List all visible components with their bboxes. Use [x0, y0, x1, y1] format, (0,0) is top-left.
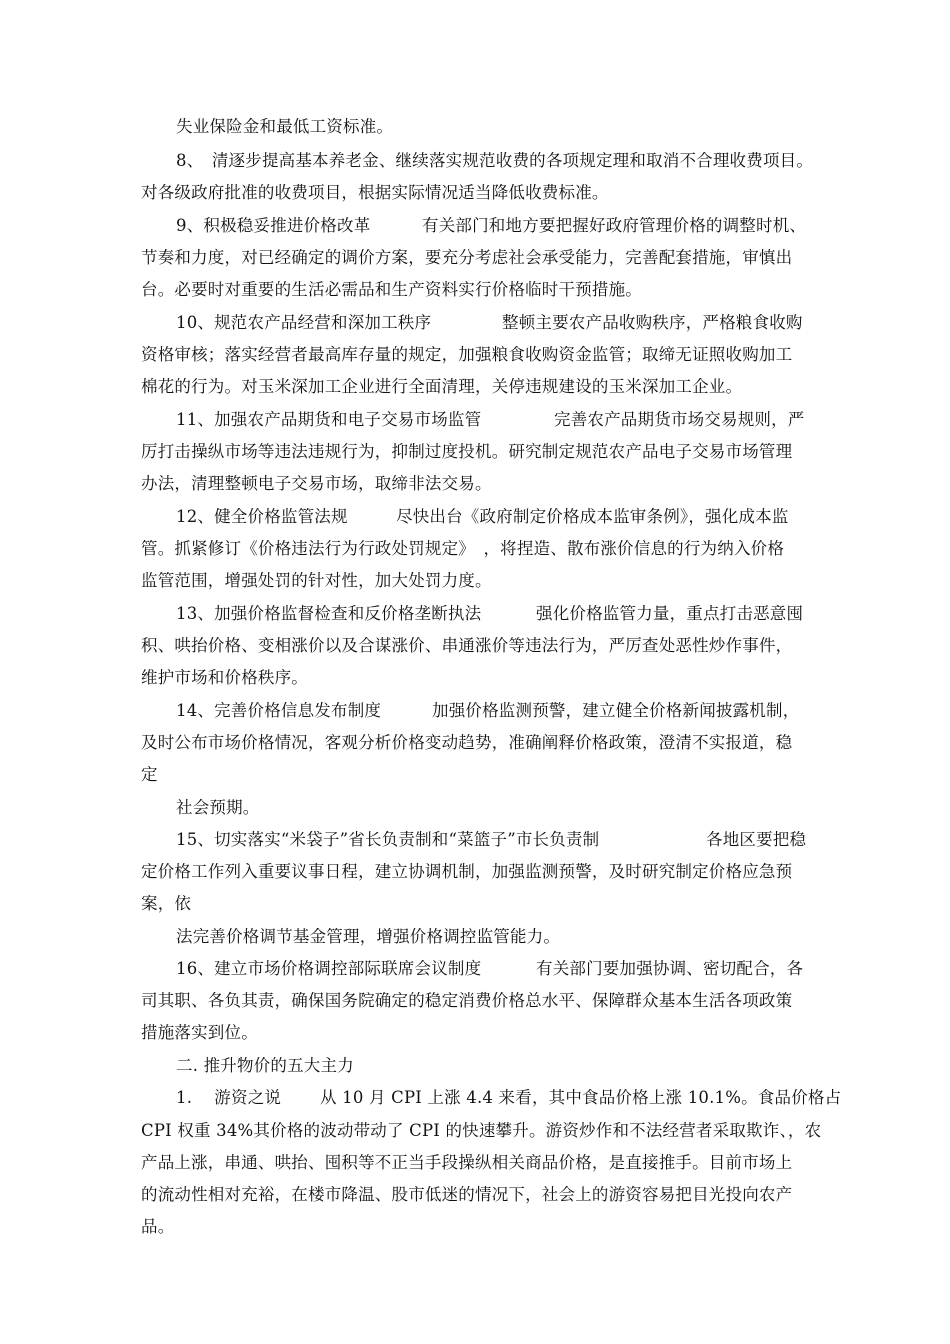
subsection-1-text: 从 10 月 CPI 上涨 4.4 来看，其中食品价格上涨 10.1%。食品价格占	[320, 1088, 842, 1107]
text-line: 产品上涨，串通、哄抬、囤积等不正当手段操纵相关商品价格，是直接推手。目前市场上	[141, 1153, 793, 1172]
item-13-text: 强化价格监管力量，重点打击恶意囤	[536, 604, 804, 623]
item-14-heading: 14、完善价格信息发布制度	[176, 701, 382, 720]
item-9-heading: 9、积极稳妥推进价格改革	[176, 216, 371, 235]
text-line: 办法，清理整顿电子交易市场，取缔非法交易。	[141, 474, 492, 493]
item-11-heading: 11、加强农产品期货和电子交易市场监管	[176, 410, 482, 429]
text-line: CPI 权重 34%其价格的波动带动了 CPI 的快速攀升。游资炒作和不法经营者采取欺诈、，农	[141, 1121, 822, 1140]
text-line: 维护市场和价格秩序。	[141, 668, 308, 687]
section-heading: 二. 推升物价的五大主力	[176, 1056, 354, 1075]
text-line: 对各级政府批准的收费项目，根据实际情况适当降低收费标准。	[141, 183, 609, 202]
text-line: 的流动性相对充裕，在楼市降温、股市低迷的情况下，社会上的游资容易把目光投向农产	[141, 1185, 793, 1204]
text-line: 资格审核；落实经营者最高库存量的规定，加强粮食收购资金监管；取缔无证照收购加工	[141, 345, 793, 364]
item-10-heading: 10、规范农产品经营和深加工秩序	[176, 313, 432, 332]
text-line: 措施落实到位。	[141, 1023, 258, 1042]
text-line: 社会预期。	[176, 798, 260, 817]
text-line: 积、哄抬价格、变相涨价以及合谋涨价、串通涨价等违法行为，严厉查处恶性炒作事件，	[141, 636, 793, 655]
text-line: 节奏和力度，对已经确定的调价方案，要充分考虑社会承受能力，完善配套措施，审慎出	[141, 248, 793, 267]
text-line: 管。抓紧修订《价格违法行为行政处罚规定》 ，将捏造、散布涨价信息的行为纳入价格	[141, 539, 785, 558]
item-16-heading: 16、建立市场价格调控部际联席会议制度	[176, 959, 482, 978]
item-10-text: 整顿主要农产品收购秩序，严格粮食收购	[502, 313, 803, 332]
text-line: 司其职、各负其责，确保国务院确定的稳定消费价格总水平、保障群众基本生活各项政策	[141, 991, 793, 1010]
text-line: 失业保险金和最低工资标准。	[176, 117, 394, 136]
text-line: 及时公布市场价格情况，客观分析价格变动趋势，准确阐释价格政策，澄清不实报道，稳	[141, 733, 793, 752]
item-12-text: 尽快出台《政府制定价格成本监审条例》，强化成本监	[396, 507, 789, 526]
item-9-text: 有关部门和地方要把握好政府管理价格的调整时机、	[422, 216, 807, 235]
text-line: 定	[141, 765, 158, 784]
item-15-heading: 15、切实落实“米袋子”省长负责制和“菜篮子”市长负责制	[176, 830, 600, 849]
item-13-heading: 13、加强价格监督检查和反价格垄断执法	[176, 604, 482, 623]
text-line: 监管范围，增强处罚的针对性，加大处罚力度。	[141, 571, 492, 590]
text-line: 品。	[141, 1217, 175, 1236]
text-line: 棉花的行为。对玉米深加工企业进行全面清理，关停违规建设的玉米深加工企业。	[141, 377, 743, 396]
text-line: 定价格工作列入重要议事日程，建立协调机制，加强监测预警，及时研究制定价格应急预	[141, 862, 793, 881]
item-14-text: 加强价格监测预警，建立健全价格新闻披露机制，	[432, 701, 800, 720]
text-line: 厉打击操纵市场等违法违规行为，抑制过度投机。研究制定规范农产品电子交易市场管理	[141, 442, 793, 461]
item-16-text: 有关部门要加强协调、密切配合，各	[536, 959, 804, 978]
text-line: 案，依	[141, 894, 192, 913]
subsection-1-heading: 1. 游资之说	[176, 1088, 282, 1107]
text-line: 台。必要时对重要的生活必需品和生产资料实行价格临时干预措施。	[141, 280, 642, 299]
text-line: 法完善价格调节基金管理，增强价格调控监管能力。	[176, 927, 561, 946]
item-8-line: 8、 清逐步提高基本养老金、继续落实规范收费的各项规定理和取消不合理收费项目。	[176, 151, 814, 170]
item-12-heading: 12、健全价格监管法规	[176, 507, 348, 526]
item-15-text: 各地区要把稳	[706, 830, 807, 849]
item-11-text: 完善农产品期货市场交易规则，严	[554, 410, 805, 429]
